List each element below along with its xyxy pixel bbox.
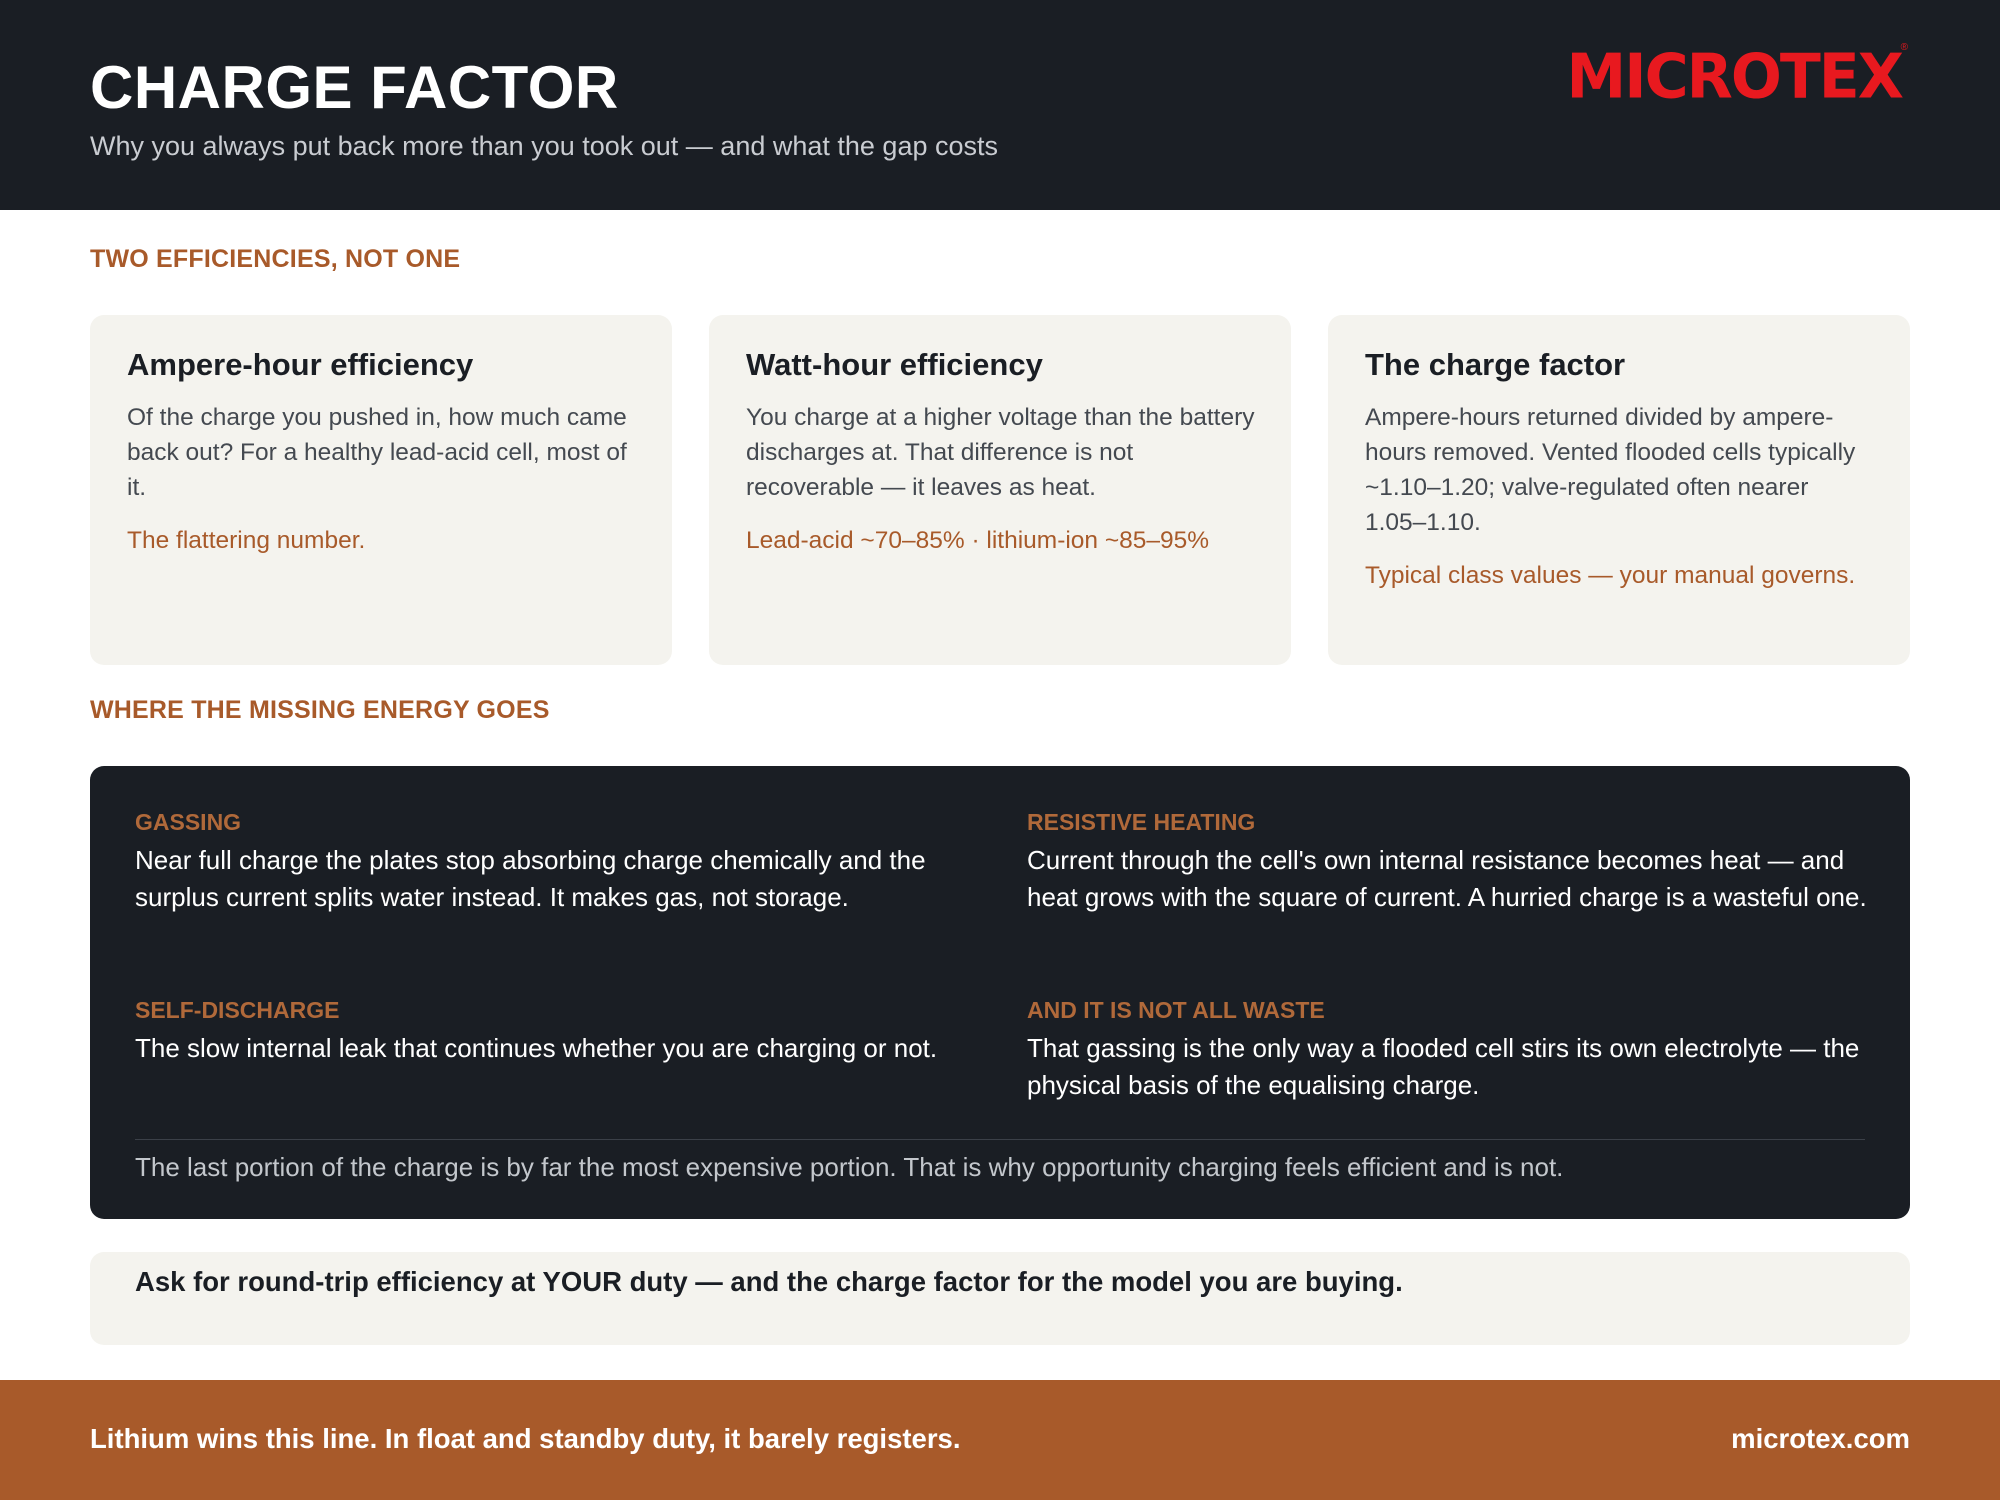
page-header (0, 0, 2000, 210)
item-label: RESISTIVE HEATING (1027, 809, 1256, 835)
item-label: SELF-DISCHARGE (135, 997, 340, 1023)
card-title: The charge factor (1365, 347, 1626, 382)
item-label: AND IT IS NOT ALL WASTE (1027, 997, 1325, 1023)
card-body: Ampere-hours returned divided by ampere-hours removed. Vented flooded cells typically ~1.10–1.20; valve-regulated often nearer 1.05–1.10. (1365, 404, 1856, 536)
microtex-logo: MICROTEX (1566, 41, 1902, 113)
callout-text: Ask for round-trip efficiency at YOUR duty — and the charge factor for the model you are buying. (135, 1266, 1403, 1297)
callout-box (90, 1252, 1910, 1345)
card-note: Lead-acid ~70–85% · lithium-ion ~85–95% (746, 527, 1210, 554)
missing-energy-panel (90, 766, 1910, 1219)
card-title: Ampere-hour efficiency (127, 347, 474, 382)
registered-mark: ® (1900, 42, 1908, 53)
item-self-discharge (135, 995, 995, 1067)
item-resistive-heating (1027, 807, 1867, 916)
section-label-missing-energy: WHERE THE MISSING ENERGY GOES (90, 696, 550, 724)
card-note: Typical class values — your manual governs. (1365, 562, 1856, 589)
card-watt-hour-efficiency (709, 315, 1291, 665)
panel-divider (135, 1139, 1865, 1140)
item-text: Near full charge the plates stop absorbing charge chemically and the surplus current splits water instead. It makes gas, not storage. (135, 845, 926, 912)
card-body: Of the charge you pushed in, how much came back out? For a healthy lead-acid cell, most of it. (127, 404, 627, 501)
item-text: Current through the cell's own internal resistance becomes heat — and heat grows with the square of current. A hurried charge is a wasteful one. (1027, 845, 1867, 912)
page-title: CHARGE FACTOR (90, 54, 619, 121)
page-footer (0, 1380, 2000, 1500)
footer-website-link[interactable]: microtex.com (1731, 1423, 1910, 1454)
item-label: GASSING (135, 809, 242, 835)
card-note: The flattering number. (127, 527, 366, 554)
card-ampere-hour-efficiency (90, 315, 672, 665)
item-gassing (135, 807, 995, 916)
panel-footer-note: The last portion of the charge is by far the most expensive portion. That is why opportunity charging feels efficient and is not. (135, 1152, 1564, 1182)
item-not-all-waste (1027, 995, 1867, 1104)
footer-tagline: Lithium wins this line. In float and standby duty, it barely registers. (90, 1423, 961, 1454)
card-charge-factor (1328, 315, 1910, 665)
card-body: You charge at a higher voltage than the battery discharges at. That difference is not recoverable — it leaves as heat. (746, 404, 1255, 501)
item-text: That gassing is the only way a flooded cell stirs its own electrolyte — the physical basis of the equalising charge. (1027, 1033, 1860, 1100)
item-text: The slow internal leak that continues whether you are charging or not. (135, 1033, 938, 1063)
card-title: Watt-hour efficiency (746, 347, 1043, 382)
page-subtitle: Why you always put back more than you took out — and what the gap costs (90, 131, 998, 161)
section-label-efficiencies: TWO EFFICIENCIES, NOT ONE (90, 245, 461, 273)
